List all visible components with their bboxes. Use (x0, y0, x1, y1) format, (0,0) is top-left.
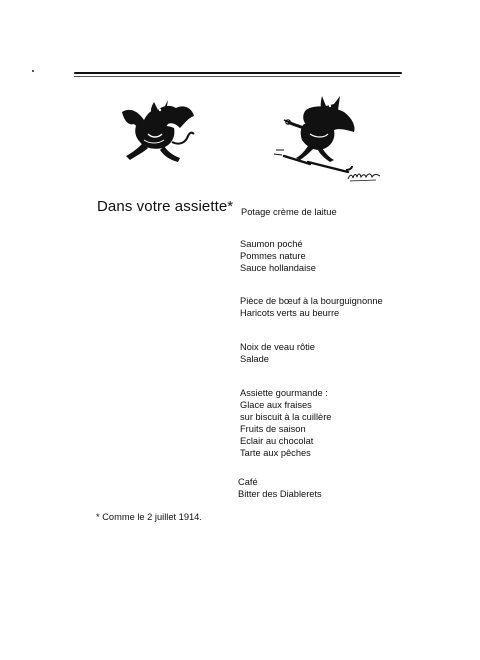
course-dessert (240, 387, 331, 459)
menu-line: Assiette gourmande : (240, 388, 328, 398)
course-beef (240, 295, 383, 319)
header-rule-thin (74, 76, 400, 77)
menu-line: Café (238, 477, 258, 487)
menu-line: Noix de veau rôtie (240, 342, 315, 352)
menu-line: Pièce de bœuf à la bourguignonne (240, 296, 383, 306)
menu-line: Haricots verts au beurre (240, 308, 340, 318)
devil-dancing-illustration (114, 98, 198, 170)
menu-line: Sauce hollandaise (240, 263, 316, 273)
menu-line: Tarte aux pêches (240, 448, 311, 458)
course-fish (240, 238, 316, 274)
stray-dot (32, 70, 34, 72)
course-veal (240, 341, 315, 365)
menu-line: Salade (240, 354, 269, 364)
menu-heading: Dans votre assiette* (97, 198, 234, 215)
footnote: * Comme le 2 juillet 1914. (96, 512, 202, 522)
header-rule (74, 72, 402, 74)
menu-line: Pommes nature (240, 251, 306, 261)
menu-line: Glace aux fraises (240, 400, 312, 410)
menu-line: Fruits de saison (240, 424, 306, 434)
menu-line: sur biscuit à la cuillère (240, 412, 332, 422)
course-coffee (238, 476, 322, 500)
menu-line: Eclair au chocolat (240, 436, 314, 446)
menu-line: Saumon poché (240, 239, 303, 249)
devil-skier-illustration (270, 94, 360, 176)
menu-line: Potage crème de laitue (241, 207, 337, 217)
artist-signature (346, 170, 382, 182)
menu-line: Bitter des Diablerets (238, 489, 322, 499)
course-soup (241, 206, 337, 218)
